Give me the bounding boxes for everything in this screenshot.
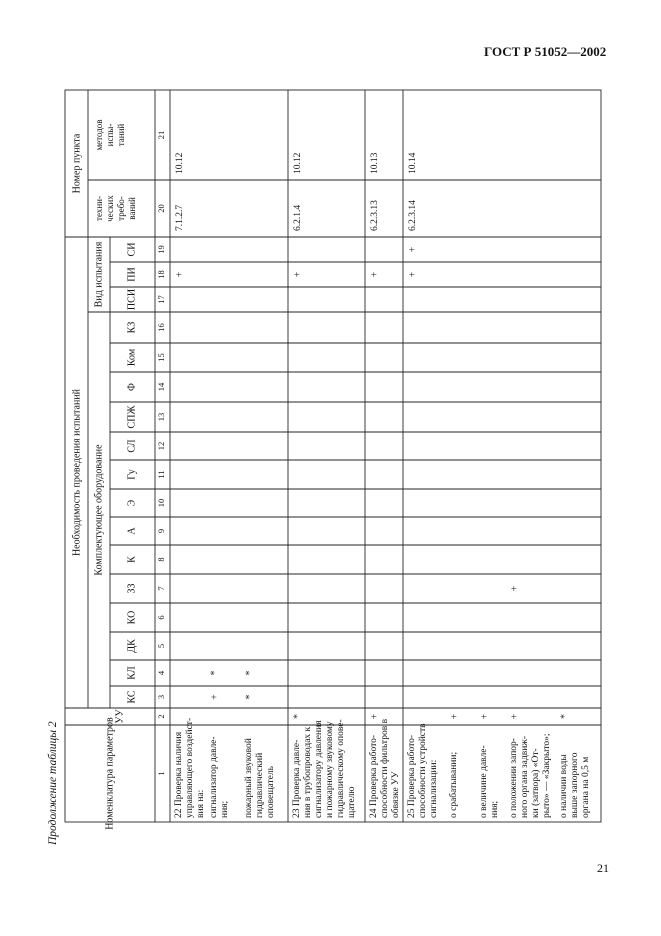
parameter-text: о величине давле- [479,745,490,818]
equipment-header: СЛ [126,439,138,453]
equipment-header: Ком [126,348,138,367]
parameter-text: о срабатывании; [449,751,460,818]
column-number: 6 [155,615,166,620]
parameter-text: о положении запор- [509,738,520,818]
clause-value: 10.12 [175,152,186,174]
standard-number: ГОСТ Р 51052—2002 [484,44,607,59]
column-number: 21 [155,130,166,140]
clause-value: 6.2.3.14 [408,200,419,231]
column-number: 15 [155,353,166,362]
test-mark: + [407,271,419,278]
column-number: 16 [155,323,166,332]
parameter-text: гидравлическому опове- [336,719,347,818]
methods-header-line: таний [116,123,127,147]
column-number: 10 [155,498,166,508]
test-mark: + [509,585,521,592]
test-mark: * [244,694,256,700]
parameter-text: ния; [490,800,501,818]
parameter-text: 24 Проверка работо- [369,734,380,818]
parameter-text: ки (затвора) «От- [531,748,542,818]
column-number: 14 [155,382,166,392]
test-mark: + [509,713,521,720]
test-type-header: ПИ [126,267,138,282]
parameter-text: вия на: [196,789,207,818]
test-mark: + [479,713,491,720]
tech-req-header-line: ческих [105,195,116,222]
test-mark: + [407,246,419,253]
parameter-text: сигнализатору давления [314,720,325,818]
parameter-text: рыто» — «Закрыто»; [542,733,553,818]
test-type-header: СИ [126,242,138,257]
column-number: 5 [155,643,166,649]
column-number: 9 [155,528,166,534]
clause-value: 10.14 [408,152,419,174]
parameter-text: обвязке УУ [391,771,402,818]
parameter-text: сигнализатор давле- [209,736,220,818]
test-mark: * [559,714,571,719]
test-type-label: Вид испытания [93,241,105,308]
param-column-header: Номенклатура параметров [104,717,116,830]
test-mark: + [292,271,304,278]
methods-header-line: методов [94,119,105,151]
parameter-text: 25 Проверка работо- [407,734,418,818]
equipment-header: СПЖ [126,405,138,429]
clause-value: 10.12 [293,152,304,174]
parameter-text: пожарный звуковой [244,738,255,818]
column-number: 11 [155,470,166,479]
parameter-text: 22 Проверка наличия [174,731,185,818]
table-frame [65,90,601,822]
column-number: 1 [155,771,166,776]
parameter-text: способности фильтров в [380,718,391,818]
test-mark: * [292,714,304,719]
parameter-text: выше запорного [570,752,581,818]
equipment-header: КС [126,690,138,704]
column-number: 12 [155,441,166,451]
column-number: 8 [155,557,166,562]
equipment-group-label: Комплектующее оборудование [93,444,105,576]
column-number: 7 [155,586,166,591]
clause-value: 10.13 [370,152,381,174]
equipment-header: А [126,527,138,535]
column-number: 17 [155,295,166,304]
tech-req-header-line: требо- [116,196,127,221]
test-mark: + [174,271,186,278]
test-mark: * [244,670,256,676]
equipment-header: КЗ [126,321,138,334]
test-mark: + [369,713,381,720]
equipment-header: Ф [126,383,138,391]
test-mark: * [209,670,221,676]
parameter-text: ния в трубопроводах к [303,726,314,818]
parameter-text: о наличии воды [559,754,570,818]
test-mark: + [449,713,461,720]
clause-value: 6.2.1.4 [293,204,304,231]
clause-group-label: Номер пункта [71,133,83,194]
column-number: 19 [155,245,166,254]
test-mark: + [209,694,221,700]
equipment-header: К [126,556,138,563]
table-continuation-caption: Продолжение таблицы 2 [47,721,59,845]
parameter-text: ния; [220,800,231,818]
equipment-header: Э [126,499,138,507]
parameter-text: ного органа задвиж- [520,735,531,818]
test-type-header: ПСИ [126,288,138,311]
clause-value: 7.1.2.7 [175,204,186,231]
equipment-header: КО [126,610,138,625]
need-group-label: Необходимость проведения испытаний [71,388,83,557]
column-number: 20 [155,204,166,213]
column-number: 3 [155,694,166,700]
equipment-header: Гу [126,469,138,480]
test-mark: + [369,271,381,278]
parameter-text: и пожарному звуковому [325,721,336,818]
parameter-text: гидравлический [255,752,266,818]
parameter-text: управляющего воздейст- [185,717,196,818]
parameter-text: органа на 0,5 м [581,756,592,818]
tech-req-header-line: техни- [94,196,105,221]
column-number: 2 [155,714,166,719]
parameter-text: щателю [347,786,358,818]
equipment-header: КЛ [126,666,138,680]
parameter-text: 23 Проверка давле- [292,739,303,818]
column-number: 13 [155,412,166,422]
parameter-text: способности устройств [418,723,429,818]
page-number: 21 [597,861,609,875]
equipment-header: ЗЗ [126,583,138,594]
methods-header-line: испы- [105,123,116,147]
clause-value: 6.2.3.13 [370,200,381,231]
uu-column-header: УУ [114,709,126,724]
column-number: 4 [155,670,166,676]
tech-req-header-line: ваний [127,197,138,220]
column-number: 18 [155,270,166,279]
parameter-text: оповещатель [266,766,277,818]
parameter-text: сигнализации: [429,759,440,818]
equipment-header: ДК [126,639,138,653]
